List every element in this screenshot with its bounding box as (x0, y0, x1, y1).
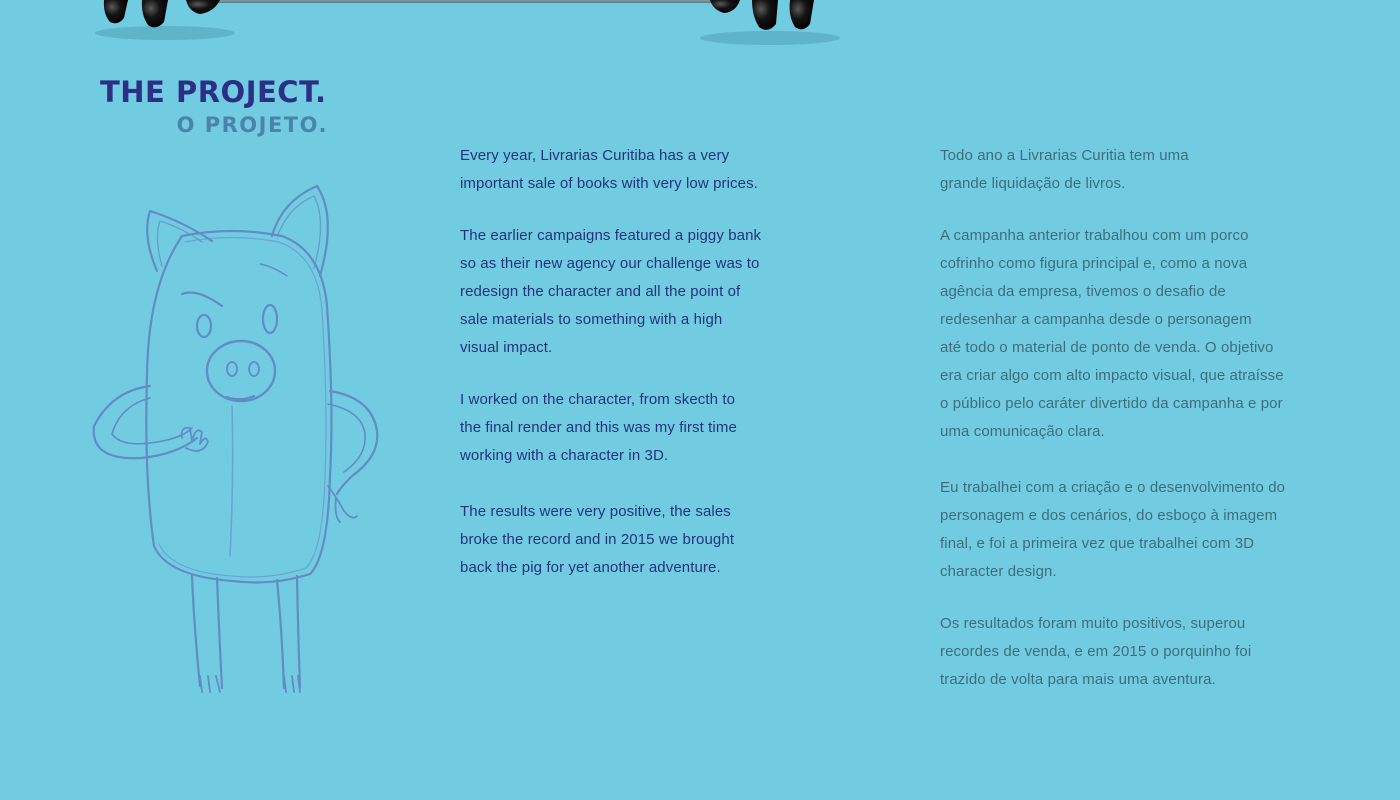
title-english: THE PROJECT. (100, 75, 327, 109)
claws-decoration (0, 0, 1400, 50)
paragraph-pt-1: Todo ano a Livrarias Curitia tem uma grande liquidação de livros. (940, 147, 1189, 192)
title-portuguese: O PROJETO. (176, 113, 328, 137)
paragraph-pt-3: Eu trabalhei com a criação e o desenvolvimento do personagem e dos cenários, do esboço à imagem final, e foi a primeira vez que trabalhei com 3D character design. (940, 479, 1286, 580)
paragraph-pt-4: Os resultados foram muito positivos, superou recordes de venda, e em 2015 o porquinho foi trazido de volta para mais uma aventura. (940, 615, 1252, 688)
right-claws (710, 0, 814, 30)
english-text-column (460, 142, 820, 606)
paragraph-en-1: Every year, Livrarias Curitiba has a very important sale of books with very low prices. (460, 147, 758, 192)
paragraph-en-4: The results were very positive, the sales broke the record and in 2015 we brought back the pig for yet another adventure. (460, 503, 735, 576)
paragraph-pt-2: A campanha anterior trabalhou com um porco cofrinho como figura principal e, como a nova agência da empresa, tivemos o desafio de redesenhar a campanha desde o personagem até todo o material de ponto de venda. O objetivo era criar algo com alto impacto visual, que atraísse o público pelo caráter divertido da campanha e por uma comunicação clara. (940, 227, 1284, 440)
left-claws (104, 0, 220, 27)
section-heading (100, 74, 328, 140)
paragraph-en-3: I worked on the character, from skecth to the final render and this was my first time working with a character in 3D. (460, 391, 737, 464)
portuguese-text-column (940, 142, 1330, 718)
paragraph-en-2: The earlier campaigns featured a piggy bank so as their new agency our challenge was to redesign the character and all the point of sale materials to something with a high visual impact. (460, 227, 762, 356)
pig-sketch-illustration (82, 176, 382, 698)
